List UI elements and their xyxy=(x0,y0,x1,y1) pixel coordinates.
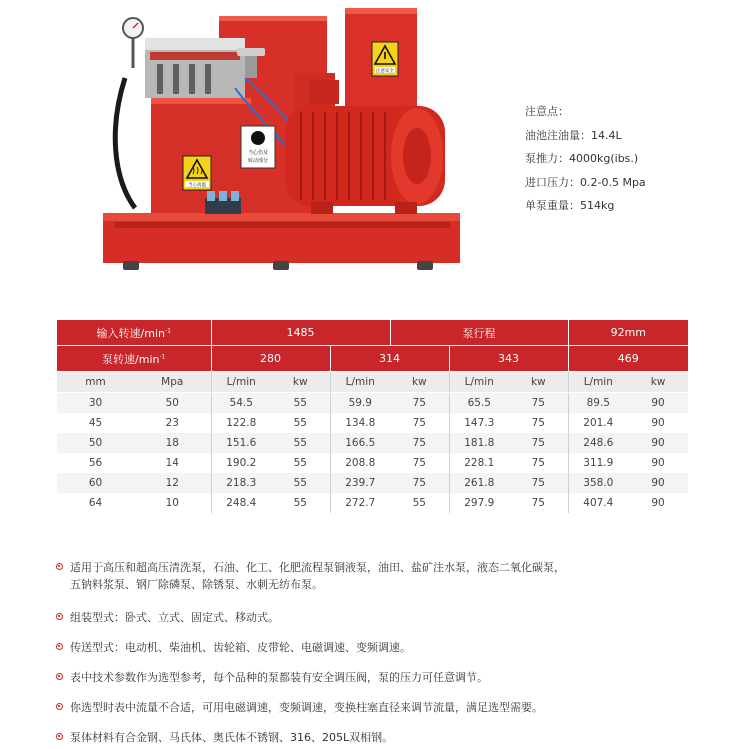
table-cell: 60 xyxy=(57,473,134,493)
table-cell: 181.8 xyxy=(449,433,509,453)
note-inlet-pressure: 进口压力：0.2-0.5 Mpa xyxy=(525,175,646,189)
stroke-value: 92mm xyxy=(568,320,688,346)
table-cell: 75 xyxy=(390,473,449,493)
table-row xyxy=(57,453,688,473)
table-cell: 75 xyxy=(390,393,449,414)
unit-cell: L/min xyxy=(449,372,509,393)
table-cell: 228.1 xyxy=(449,453,509,473)
table-cell: 90 xyxy=(628,493,688,513)
warning-sign-text: 注意安全 xyxy=(376,69,394,74)
table-cell: 90 xyxy=(628,393,688,414)
table-cell: 30 xyxy=(57,393,134,414)
table-cell: 190.2 xyxy=(211,453,271,473)
feature-item xyxy=(56,729,393,746)
table-cell: 248.6 xyxy=(568,433,628,453)
table-cell: 166.5 xyxy=(330,433,390,453)
pump-speed-4: 469 xyxy=(568,346,688,372)
hose xyxy=(115,78,135,208)
feature-item xyxy=(56,639,411,656)
table-cell: 358.0 xyxy=(568,473,628,493)
table-cell: 12 xyxy=(134,473,211,493)
table-cell: 90 xyxy=(628,473,688,493)
table-cell: 55 xyxy=(390,493,449,513)
table-cell: 23 xyxy=(134,413,211,433)
table-cell: 297.9 xyxy=(449,493,509,513)
notes-block xyxy=(525,100,646,218)
table-cell: 10 xyxy=(134,493,211,513)
notes-title: 注意点： xyxy=(525,105,569,118)
table-row xyxy=(57,413,688,433)
table-cell: 55 xyxy=(271,413,330,433)
unit-cell: L/min xyxy=(211,372,271,393)
table-cell: 56 xyxy=(57,453,134,473)
table-cell: 50 xyxy=(57,433,134,453)
pump-speed-2: 314 xyxy=(330,346,449,372)
table-cell: 90 xyxy=(628,413,688,433)
hot-sign-text: 当心高温 xyxy=(188,183,206,188)
units-row xyxy=(57,372,688,393)
table-cell: 54.5 xyxy=(211,393,271,414)
feature-text-line: 适用于高压和超高压清洗泵，石油、化工、化肥流程泵铜液泵，油田、盐矿注水泵，液态二氧化碳泵， xyxy=(70,561,565,574)
table-row xyxy=(57,433,688,453)
table-cell: 272.7 xyxy=(330,493,390,513)
unit-cell: L/min xyxy=(330,372,390,393)
bullet-circle-icon xyxy=(56,703,63,710)
table-cell: 90 xyxy=(628,433,688,453)
table-cell: 90 xyxy=(628,453,688,473)
table-row xyxy=(57,493,688,513)
feature-text-line: 泵体材料有合金钢、马氏体、奥氏体不锈钢、316、205L双相钢。 xyxy=(70,731,394,744)
unit-cell: kw xyxy=(628,372,688,393)
table-cell: 75 xyxy=(390,453,449,473)
note-oil-volume: 油池注油量：14.4L xyxy=(525,128,622,142)
pump-unit-photo xyxy=(95,8,470,276)
feature-text-line: 五钠料浆泵、钢厂除磷泵、除锈泵、水刺无纺布泵。 xyxy=(70,578,323,591)
pump-speed-label: 泵转速$/\min^{-1}$ xyxy=(57,346,211,372)
table-cell: 151.6 xyxy=(211,433,271,453)
table-cell: 407.4 xyxy=(568,493,628,513)
table-cell: 55 xyxy=(271,453,330,473)
foot xyxy=(123,261,139,270)
unit-cell: mm xyxy=(57,372,134,393)
note-pump-weight: 单泵重量：514kg xyxy=(525,199,615,212)
unit-cell: kw xyxy=(509,372,568,393)
spec-table xyxy=(57,320,688,513)
stroke-label: 泵行程 xyxy=(390,320,568,346)
unit-cell: Mpa xyxy=(134,372,211,393)
pump-speed-1: 280 xyxy=(211,346,330,372)
table-cell: 55 xyxy=(271,493,330,513)
table-cell: 18 xyxy=(134,433,211,453)
rotation-warning-placard xyxy=(241,126,275,168)
unit-cell: kw xyxy=(271,372,330,393)
table-cell: 45 xyxy=(57,413,134,433)
table-cell: 208.8 xyxy=(330,453,390,473)
table-cell: 239.7 xyxy=(330,473,390,493)
table-cell: 50 xyxy=(134,393,211,414)
unit-cell: kw xyxy=(390,372,449,393)
header-row-pump-speed xyxy=(57,346,688,372)
table-row xyxy=(57,393,688,414)
header-row-input-speed xyxy=(57,320,688,346)
table-cell: 14 xyxy=(134,453,211,473)
placard-line-1: 当心伤及 xyxy=(247,150,269,156)
feature-item xyxy=(56,699,543,716)
feature-text-line: 你选型时表中流量不合适，可用电磁调速，变频调速，变换柱塞直径来调节流量，满足选型需要。 xyxy=(70,701,543,714)
note-pump-thrust: 泵推力：4000kg(ibs.) xyxy=(525,152,639,165)
bullet-circle-icon xyxy=(56,673,63,680)
table-cell: 55 xyxy=(271,473,330,493)
table-cell: 55 xyxy=(271,393,330,414)
bullet-circle-icon xyxy=(56,643,63,650)
table-cell: 122.8 xyxy=(211,413,271,433)
table-row xyxy=(57,473,688,493)
table-cell: 55 xyxy=(271,433,330,453)
foot xyxy=(273,261,289,270)
table-cell: 201.4 xyxy=(568,413,628,433)
table-cell: 75 xyxy=(509,393,568,414)
table-cell: 65.5 xyxy=(449,393,509,414)
pump-speed-3: 343 xyxy=(449,346,568,372)
feature-item xyxy=(56,609,279,626)
table-cell: 261.8 xyxy=(449,473,509,493)
table-cell: 59.9 xyxy=(330,393,390,414)
bullet-circle-icon xyxy=(56,613,63,620)
table-cell: 75 xyxy=(509,453,568,473)
table-cell: 75 xyxy=(509,413,568,433)
bullet-circle-icon xyxy=(56,733,63,740)
table-cell: 75 xyxy=(509,473,568,493)
input-speed-value: 1485 xyxy=(211,320,390,346)
table-cell: 75 xyxy=(509,433,568,453)
bullet-circle-icon xyxy=(56,563,63,570)
hot-surface-sign-icon xyxy=(183,156,211,190)
input-speed-label: 输入转速$/\min^{-1}$ xyxy=(57,320,211,346)
feature-item xyxy=(56,669,488,686)
table-cell: 218.3 xyxy=(211,473,271,493)
table-cell: 248.4 xyxy=(211,493,271,513)
feature-item xyxy=(56,559,565,593)
unit-cell: L/min xyxy=(568,372,628,393)
warning-sign-icon xyxy=(372,42,398,76)
table-cell: 311.9 xyxy=(568,453,628,473)
spec-table-body xyxy=(57,393,688,514)
feature-text-line: 表中技术参数作为选型参考，每个品种的泵都装有安全调压阀，泵的压力可任意调节。 xyxy=(70,671,488,684)
table-cell: 75 xyxy=(390,433,449,453)
table-cell: 64 xyxy=(57,493,134,513)
foot xyxy=(417,261,433,270)
feature-text-line: 传送型式：电动机、柴油机、齿轮箱、皮带轮、电磁调速、变频调速。 xyxy=(70,641,411,654)
pressure-gauge-icon xyxy=(123,18,143,68)
table-cell: 147.3 xyxy=(449,413,509,433)
table-cell: 75 xyxy=(390,413,449,433)
table-cell: 89.5 xyxy=(568,393,628,414)
table-cell: 134.8 xyxy=(330,413,390,433)
placard-line-2: 转动部分 xyxy=(247,158,269,164)
feature-text-line: 组装型式：卧式、立式、固定式、移动式。 xyxy=(70,611,279,624)
table-cell: 75 xyxy=(509,493,568,513)
